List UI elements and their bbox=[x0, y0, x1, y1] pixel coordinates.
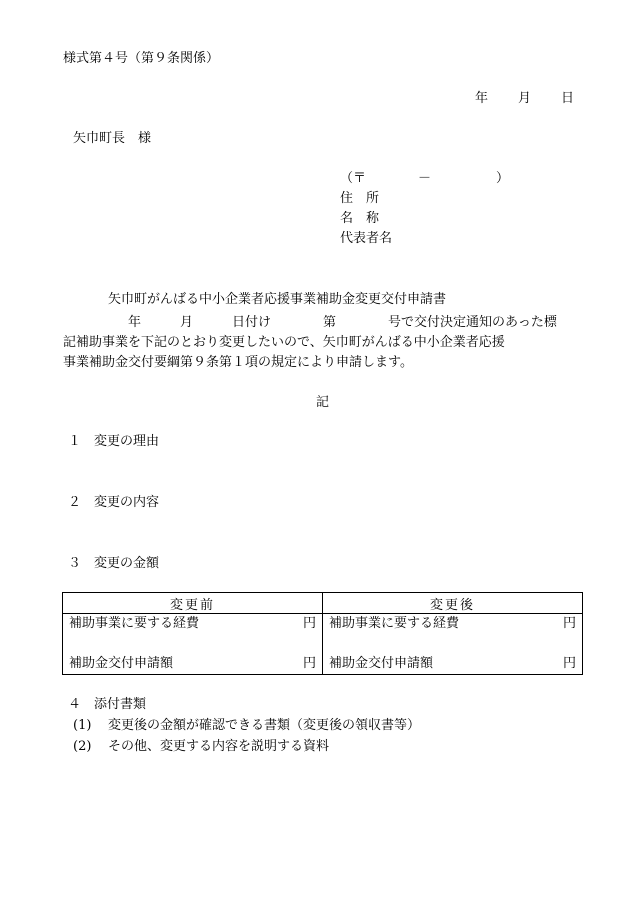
before-header: 変更前 bbox=[63, 593, 323, 614]
document-title: 矢巾町がんばる中小企業者応援事業補助金変更交付申請書 bbox=[108, 292, 447, 307]
before-expense-label: 補助事業に要する経費 bbox=[69, 616, 200, 631]
yen-unit: 円 bbox=[302, 616, 316, 631]
before-grant-label: 補助金交付申請額 bbox=[69, 656, 174, 671]
section-number: ２ bbox=[68, 495, 82, 510]
representative-label: 代表者名 bbox=[340, 231, 393, 246]
name-label: 名 称 bbox=[340, 211, 380, 226]
date-line bbox=[475, 91, 574, 107]
after-expense-row bbox=[323, 614, 582, 634]
section-number: ４ bbox=[68, 697, 82, 712]
attachment-number: (1) bbox=[73, 718, 92, 733]
section-label: 変更の理由 bbox=[94, 434, 160, 449]
before-expense-row bbox=[63, 614, 322, 634]
body-text bbox=[63, 313, 585, 373]
section-change-reason bbox=[68, 434, 159, 450]
date-day: 日 bbox=[561, 91, 575, 106]
after-grant-label: 補助金交付申請額 bbox=[329, 656, 434, 671]
attachment-item bbox=[73, 739, 329, 755]
amount-table bbox=[62, 592, 583, 675]
before-grant-row bbox=[63, 654, 322, 674]
postal-code: （〒 － ） bbox=[340, 171, 510, 186]
after-expense-label: 補助事業に要する経費 bbox=[329, 616, 460, 631]
date-year: 年 bbox=[475, 91, 489, 106]
attachment-text: 変更後の金額が確認できる書類（変更後の領収書等） bbox=[108, 718, 421, 733]
section-label: 変更の内容 bbox=[94, 495, 160, 510]
applicant-block bbox=[340, 171, 509, 251]
section-number: ３ bbox=[68, 556, 82, 571]
section-attachments bbox=[68, 697, 146, 713]
after-grant-row bbox=[323, 654, 582, 674]
section-change-amount bbox=[68, 556, 159, 572]
after-cell bbox=[323, 614, 583, 675]
section-label: 添付書類 bbox=[94, 697, 147, 712]
addressee: 矢巾町長 様 bbox=[73, 131, 152, 146]
yen-unit: 円 bbox=[302, 656, 316, 671]
attachment-item bbox=[73, 718, 420, 734]
yen-unit: 円 bbox=[562, 616, 576, 631]
ki-heading: 記 bbox=[316, 395, 330, 410]
attachment-number: (2) bbox=[73, 739, 92, 754]
body-line-1: 年 月 日付け 第 号で交付決定通知のあった標 bbox=[63, 315, 557, 330]
before-cell bbox=[63, 614, 323, 675]
section-change-content bbox=[68, 495, 159, 511]
after-header: 変更後 bbox=[323, 593, 583, 614]
section-number: １ bbox=[68, 434, 82, 449]
address-label: 住 所 bbox=[340, 191, 380, 206]
section-label: 変更の金額 bbox=[94, 556, 160, 571]
attachment-text: その他、変更する内容を説明する資料 bbox=[108, 739, 330, 754]
yen-unit: 円 bbox=[562, 656, 576, 671]
body-line-2: 記補助事業を下記のとおり変更したいので、矢巾町がんばる中小企業者応援 bbox=[63, 335, 505, 350]
date-month: 月 bbox=[518, 91, 532, 106]
form-number: 様式第４号（第９条関係） bbox=[63, 51, 220, 66]
body-line-3: 事業補助金交付要綱第９条第１項の規定により申請します。 bbox=[63, 355, 413, 370]
